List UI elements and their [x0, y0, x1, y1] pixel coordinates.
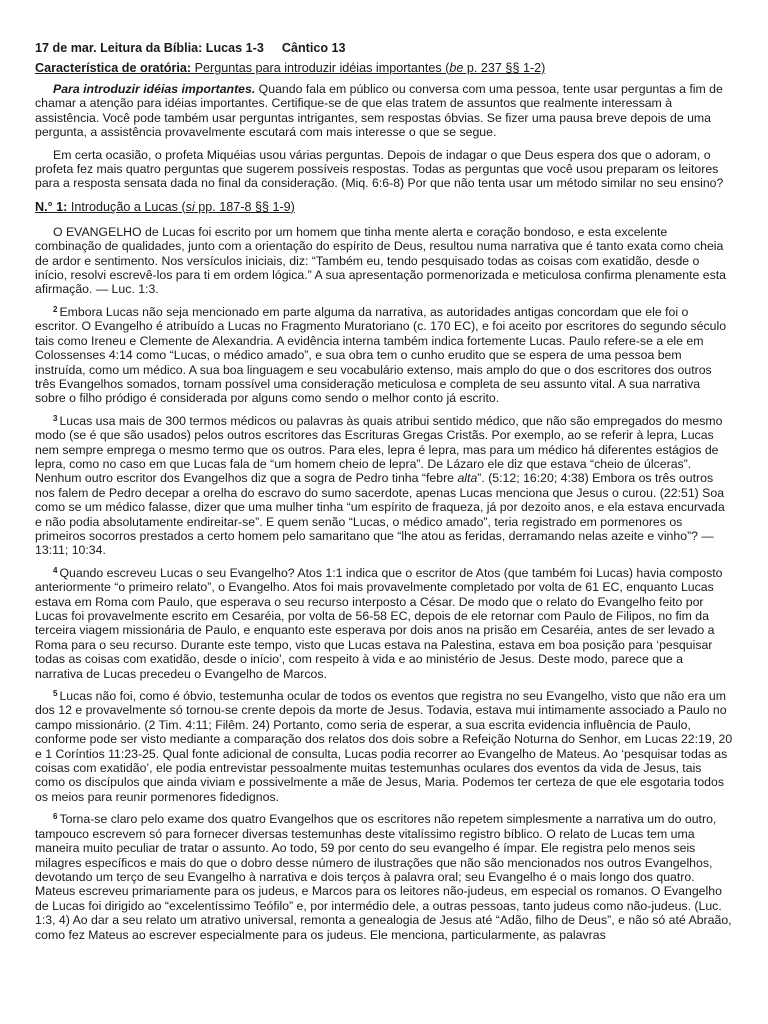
paragraph-text: O EVANGELHO de Lucas foi escrito por um homem que tinha mente alerta e coração bondoso, e esta excelente combinação de qualidades, junto com a orientação do espírito de Deus, resultou numa narrativa que é tanto exata como cheia de ardor e sentimento. Nos versículos iniciais, diz: “Também eu, tendo pesquisado todas as coisas com exatidão, desde o início, resolvi escrevê-los para ti em ordem lógica.” A sua apresentação pormenorizada e meticulosa confirma plenamente esta afirmação. — Luc. 1:3.: [35, 224, 727, 297]
paragraph-text: Embora Lucas não seja mencionado em parte alguma da narrativa, as autoridades antigas concordam que ele foi o escritor. O Evangelho é atribuído a Lucas no Fragmento Muratoriano (c. 170 EC), e foi aceito por escritores do segundo século tais como Ireneu e Clemente de Alexandria. A evidência interna também indica fortemente Lucas. Paulo refere-se a ele em Colossenses 4:14 como “Lucas, o médico amado”, e sua obra tem o cunho erudito que se espera de uma pessoa bem instruída, como um médico. A sua boa linguagem e seu vocabulário extenso, mais amplo do que o dos escritores dos outros três Evangelhos somados, tornam possível uma consideração meticulosa e completa de seu assunto vital. A sua narrativa sobre o filho pródigo é considerada por alguns como sendo o melhor conto já escrito.: [35, 304, 727, 406]
body-paragraph: [35, 414, 734, 558]
number-one-line: [35, 199, 734, 215]
paragraph-number: 3: [53, 413, 58, 423]
oratory-text-after: p. 237 §§ 1-2): [463, 61, 546, 75]
body-paragraph: [35, 812, 734, 942]
song-number: Cântico 13: [281, 41, 346, 55]
paragraph-text: ”. (5:12; 16:20; 4:38) Embora os três outros nos falem de Pedro decepar a orelha do escravo do sumo sacerdote, apenas Lucas menciona que Jesus o curou. (22:51) Soa como se um médico falasse, dizer que uma mulher tinha “um espírito de fraqueza, já por dezoito anos, e ela estava encurvada e não podia absolutamente endireitar-se”. E quem senão “Lucas, o médico amado”, teria registrado em pormenores os primeiros socorros prestados a certo homem pelo samaritano que “lhe atou as feridas, derramando nelas azeite e vinho”? — 13:11; 10:34.: [35, 471, 725, 558]
intro-text: Em certa ocasião, o profeta Miquéias usou várias perguntas. Depois de indagar o que Deus espera dos que o adoram, o profeta fez mais quatro perguntas que sugerem possíveis respostas. Todas as perguntas que você usou preparam os leitores para a resposta sensata dada no final da consideração. (Miq. 6:6-8) Por que não tenta usar um método similar no seu ensino?: [35, 147, 724, 191]
body-paragraph: [35, 305, 734, 406]
paragraph-text: Quando escreveu Lucas o seu Evangelho? Atos 1:1 indica que o escritor de Atos (que também foi Lucas) havia composto anteriormente “o primeiro relato”, o Evangelho. Atos foi mais provavelmente completado por volta de 61 EC, enquanto Lucas estava em Roma com Paulo, que esperava o seu recurso interposto a César. De modo que o relato do Evangelho feito por Lucas foi provavelmente escrito em Cesaréia, por volta de 56-58 EC, depois de ele retornar com Paulo de Filipos, no fim da terceira viagem missionária de Paulo, e enquanto este esperava por dois anos na prisão em Cesaréia, antes de ser levado a Roma para o seu recurso. Durante este tempo, visto que Lucas estava na Palestina, estava em boa posição para ‘pesquisar todas as coisas com exatidão, desde o início’, com respeito à vida e ao ministério de Jesus. Deste modo, parece que a narrativa de Lucas precedeu o Evangelho de Marcos.: [35, 565, 723, 681]
intro-text: Quando fala em público ou conversa com uma pessoa, tente usar perguntas a fim de chamar a atenção para idéias importantes. Certifique-se de que elas tratem de assuntos que realmente interessam à assistência. Você pode também usar perguntas intrigantes, sem respostas óbvias. Se fizer uma pausa breve depois de uma pergunta, a assistência provavelmente escutará com mais interesse o que se segue.: [35, 82, 723, 140]
reading-title: 17 de mar. Leitura da Bíblia: Lucas 1-3: [35, 41, 264, 55]
paragraph-number: 2: [53, 304, 58, 314]
oratory-ref-abbr: be: [449, 61, 464, 75]
paragraph-text: Lucas não foi, como é óbvio, testemunha ocular de todos os eventos que registra no seu Evangelho, visto que não era um dos 12 e provavelmente só tornou-se crente depois da morte de Jesus. Todavia, estava mui intimamente associado a Paulo no campo missionário. (2 Tim. 4:11; Filêm. 24) Portanto, como seria de esperar, a sua escrita evidencia influência de Paulo, conforme pode ser visto mediante a comparação dos relatos dos dois sobre a Refeição Noturna do Senhor, em Lucas 22:19, 20 e 1 Coríntios 11:23-25. Qual fonte adicional de consulta, Lucas podia recorrer ao Evangelho de Mateus. Ao ‘pesquisar todas as coisas com exatidão’, ele podia entrevistar pessoalmente muitas testemunhas oculares dos eventos da vida de Jesus, tais como os discípulos que ainda viviam e possivelmente a mãe de Jesus, Maria. Podemos ter certeza de que ele esgotaria todos os meios para reunir pormenores fidedignos.: [35, 689, 733, 804]
oratory-feature-line: [35, 60, 734, 76]
paragraph-italic: alta: [457, 471, 478, 486]
intro-paragraph: [35, 82, 734, 140]
paragraph-number: 4: [53, 565, 58, 575]
paragraph-number: 5: [53, 689, 58, 699]
oratory-label: Característica de oratória:: [35, 61, 192, 75]
paragraph-text: Lucas usa mais de 300 termos médicos ou palavras às quais atribui sentido médico, que não são empregados do mesmo modo (se é que são usados) pelos outros escritores das Escrituras Gregas Cristãs. Por exemplo, ao se referir à lepra, Lucas nem sempre emprega o mesmo termo que os outros. Para eles, lepra é lepra, mas para um médico há diferentes estágios de lepra, como no caso em que Lucas fala de “um homem cheio de lepra”. De Lázaro ele diz que estava “cheio de úlceras”. Nenhum outro escritor dos Evangelhos diz que a sogra de Pedro tinha “febre: [35, 413, 723, 486]
oratory-text-before: Perguntas para introduzir idéias importantes (: [191, 61, 450, 75]
reading-header: [35, 40, 734, 56]
number-one-label: N.° 1:: [35, 199, 68, 214]
body-paragraph: [35, 566, 734, 681]
intro-lead: Para introduzir idéias importantes.: [53, 82, 256, 96]
intro-paragraph: [35, 148, 734, 191]
number-one-text-after: pp. 187-8 §§ 1-9): [194, 199, 295, 214]
body-paragraph: [35, 689, 734, 804]
paragraph-text: Torna-se claro pelo exame dos quatro Evangelhos que os escritores não repetem simplesmente a narrativa um do outro, tampouco escrevem só para fornecer diversas testemunhas deste vitalíssimo registro bíblico. O relato de Lucas tem uma maneira muito peculiar de tratar o assunto. Ao todo, 59 por cento do seu evangelho é ímpar. Ele registra pelo menos seis milagres específicos e mais do que o dobro desse número de ilustrações que não são mencionados nos outros Evangelhos, devotando um terço de seu Evangelho à narrativa e dois terços à palavra oral; seu Evangelho é o mais longo dos quatro. Mateus escreveu primariamente para os judeus, e Marcos para os leitores não-judeus, em especial os romanos. O Evangelho de Lucas foi dirigido ao “excelentíssimo Teófilo” e, por intermédio dele, a outras pessoas, tanto judeus como não-judeus. (Luc. 1:3, 4) Ao dar a seu relato um atrativo universal, remonta a genealogia de Jesus até “Adão, filho de Deus”, e não só até Abraão, como fez Mateus ao escrever especialmente para os judeus. Ele menciona, particularmente, as palavras: [35, 812, 732, 942]
number-one-ref-abbr: si: [185, 199, 195, 214]
body-paragraph: [35, 225, 734, 297]
number-one-text-before: Introdução a Lucas (: [67, 199, 186, 214]
paragraph-number: 6: [53, 812, 58, 822]
